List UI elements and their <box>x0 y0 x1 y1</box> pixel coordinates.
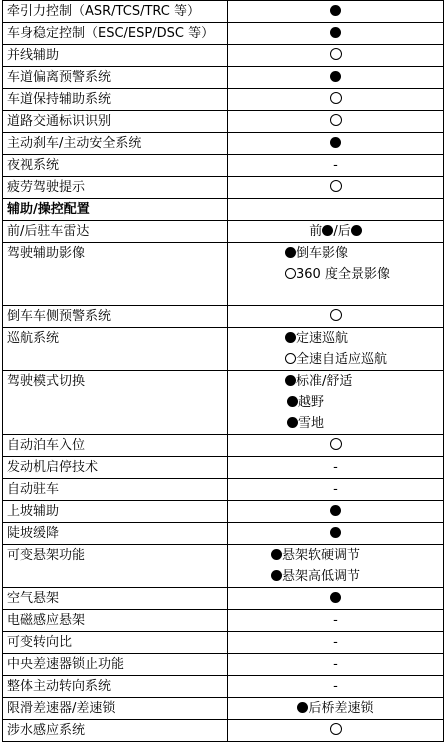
spec-label: 并线辅助 <box>3 45 228 67</box>
spec-row <box>3 306 444 328</box>
spec-row <box>3 479 444 501</box>
spec-row <box>3 111 444 133</box>
spec-row: 驾驶模式切换 标准/舒适 越野 雪地 <box>3 371 444 435</box>
spec-row <box>3 720 444 742</box>
spec-label: 车道保持辅助系统 <box>3 89 228 111</box>
optional-circle-icon <box>330 48 342 60</box>
spec-label: 限滑差速器/差速锁 <box>3 698 228 720</box>
standard-dot-icon <box>330 137 341 148</box>
spec-row <box>3 654 444 676</box>
standard-dot-icon <box>322 225 333 236</box>
spec-row <box>3 676 444 698</box>
spec-row: 驾驶辅助影像 倒车影像 360 度全景影像 <box>3 243 444 306</box>
spec-row <box>3 501 444 523</box>
spec-label: 驾驶辅助影像 <box>3 243 228 306</box>
standard-dot-icon <box>287 396 298 407</box>
not-available-dash: - <box>333 482 338 497</box>
spec-label: 倒车车侧预警系统 <box>3 306 228 328</box>
standard-dot-icon <box>351 225 362 236</box>
standard-dot-icon <box>285 332 296 343</box>
spec-label: 可变转向比 <box>3 632 228 654</box>
spec-row: 巡航系统 定速巡航 全速自适应巡航 <box>3 328 444 371</box>
spec-label: 前/后驻车雷达 <box>3 221 228 243</box>
spec-label: 车身稳定控制（ESC/ESP/DSC 等） <box>3 23 228 45</box>
spec-label: 涉水感应系统 <box>3 720 228 742</box>
spec-row <box>3 610 444 632</box>
spec-row <box>3 45 444 67</box>
standard-dot-icon <box>330 71 341 82</box>
spec-label: 巡航系统 <box>3 328 228 371</box>
not-available-dash: - <box>333 679 338 694</box>
spec-row <box>3 89 444 111</box>
optional-circle-icon <box>330 723 342 735</box>
standard-dot-icon <box>330 592 341 603</box>
spec-label: 整体主动转向系统 <box>3 676 228 698</box>
spec-value: 后桥差速锁 <box>228 698 444 720</box>
spec-label: 夜视系统 <box>3 155 228 177</box>
spec-row <box>3 523 444 545</box>
spec-row <box>3 23 444 45</box>
not-available-dash: - <box>333 460 338 475</box>
optional-circle-icon <box>330 180 342 192</box>
spec-label: 驾驶模式切换 <box>3 371 228 435</box>
optional-circle-icon <box>285 353 296 364</box>
standard-dot-icon <box>285 375 296 386</box>
spec-row <box>3 177 444 199</box>
spec-row <box>3 221 444 243</box>
spec-label: 牵引力控制（ASR/TCS/TRC 等） <box>3 1 228 23</box>
spec-label: 可变悬架功能 <box>3 545 228 588</box>
spec-row <box>3 632 444 654</box>
spec-label: 道路交通标识识别 <box>3 111 228 133</box>
not-available-dash: - <box>333 613 338 628</box>
spec-label: 主动刹车/主动安全系统 <box>3 133 228 155</box>
spec-row <box>3 67 444 89</box>
spec-label: 自动泊车入位 <box>3 435 228 457</box>
spec-label: 自动驻车 <box>3 479 228 501</box>
spec-row <box>3 588 444 610</box>
not-available-dash: - <box>333 657 338 672</box>
spec-row <box>3 133 444 155</box>
spec-label: 疲劳驾驶提示 <box>3 177 228 199</box>
spec-label: 空气悬架 <box>3 588 228 610</box>
standard-dot-icon <box>330 27 341 38</box>
spec-label: 陡坡缓降 <box>3 523 228 545</box>
optional-circle-icon <box>285 268 296 279</box>
standard-dot-icon <box>287 417 298 428</box>
spec-label: 电磁感应悬架 <box>3 610 228 632</box>
spec-label: 车道偏离预警系统 <box>3 67 228 89</box>
spec-label: 发动机启停技术 <box>3 457 228 479</box>
optional-circle-icon <box>330 114 342 126</box>
not-available-dash: - <box>333 158 338 173</box>
optional-circle-icon <box>330 438 342 450</box>
spec-label: 上坡辅助 <box>3 501 228 523</box>
spec-table <box>2 0 444 742</box>
spec-row <box>3 155 444 177</box>
spec-row <box>3 698 444 720</box>
optional-circle-icon <box>330 309 342 321</box>
section-title: 辅助/操控配置 <box>3 199 228 221</box>
spec-row <box>3 457 444 479</box>
section-header-row <box>3 199 444 221</box>
not-available-dash: - <box>333 635 338 650</box>
spec-row <box>3 435 444 457</box>
standard-dot-icon <box>271 549 282 560</box>
standard-dot-icon <box>330 505 341 516</box>
standard-dot-icon <box>271 570 282 581</box>
spec-value: 前 /后 <box>228 221 444 243</box>
spec-row: 可变悬架功能 悬架软硬调节 悬架高低调节 <box>3 545 444 588</box>
spec-label: 中央差速器锁止功能 <box>3 654 228 676</box>
standard-dot-icon <box>297 702 308 713</box>
optional-circle-icon <box>330 92 342 104</box>
standard-dot-icon <box>285 247 296 258</box>
spec-row <box>3 1 444 23</box>
standard-dot-icon <box>330 5 341 16</box>
standard-dot-icon <box>330 527 341 538</box>
